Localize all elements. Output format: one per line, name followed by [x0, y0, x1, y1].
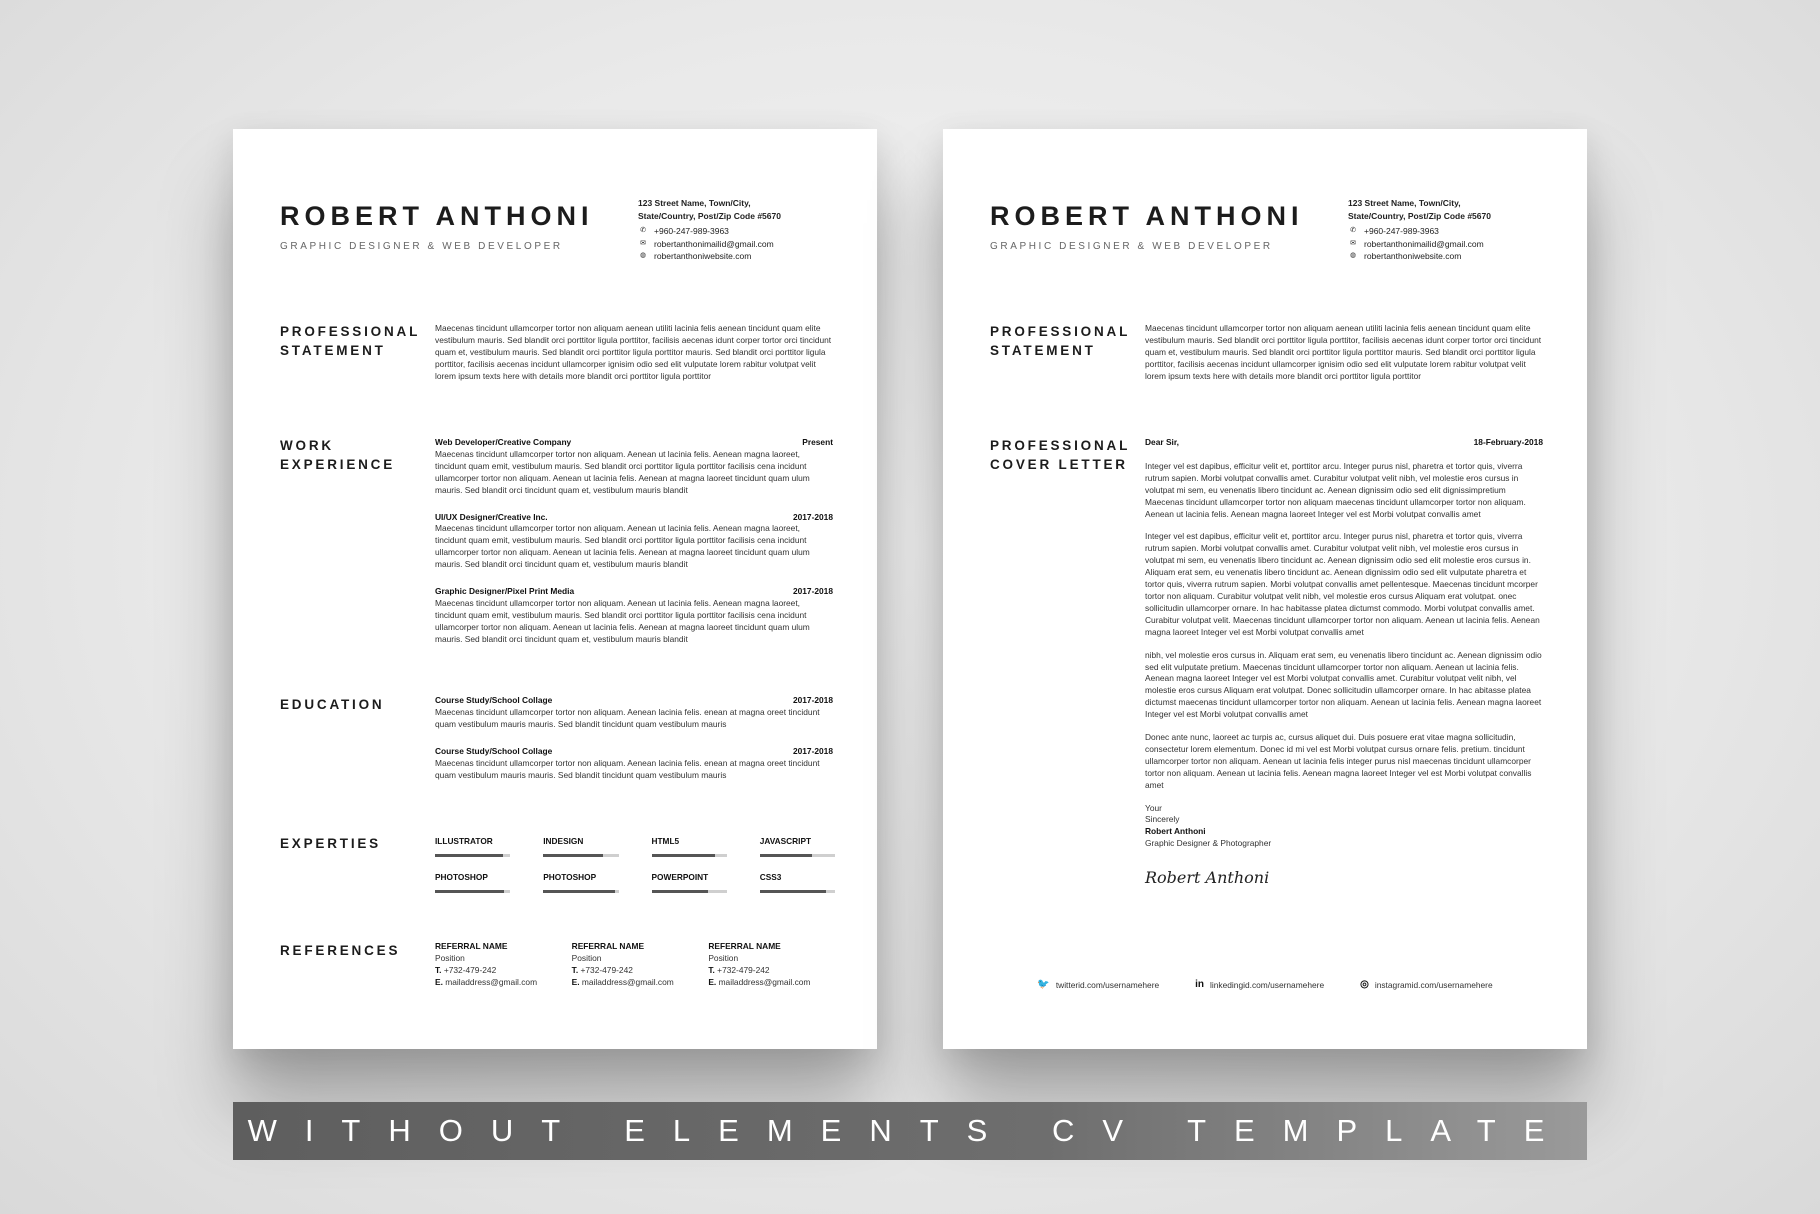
template-banner: WITHOUT ELEMENTS CV TEMPLATE	[233, 1102, 1587, 1160]
skill-bar	[652, 854, 727, 857]
signature: Robert Anthoni	[1145, 868, 1270, 888]
course-title: Course Study/School Collage	[435, 695, 553, 705]
education-list	[435, 695, 833, 796]
letter-paragraph: nibh, vel molestie eros cursus in. Aliquam erat sem, eu venenatis libero tincidunt ac. Aenean dignissim odio sed elit vulputate pretium. Maecenas tincidunt ullamcorper tortor non aliquam. Aenean ut lacinia felis. Aenean magna laoreet Integer vel est Morbi volutpat convallis amet. Curabitur volutpat velit nibh, vel molestie eros cursus Aliquam erat volutpat. Donec sollicitudin ullamcorper ornare. In hac abitasse platea dictumst maecenas tincidunt ullamcorper tortor non aliquam. Aenean ut lacinia felis. Aenean magna laoreet Integer vel est Morbi volutpat convallis amet	[1145, 649, 1542, 720]
reference-item	[708, 941, 845, 989]
globe-icon: ◍	[1349, 252, 1357, 259]
skill-bar	[760, 854, 835, 857]
phone-label: T.	[708, 964, 715, 975]
job-description: Maecenas tincidunt ullamcorper tortor non aliquam. Aenean ut lacinia felis. Aenean magna laoreet, tincidunt quam emit, vestibulum mauris. Sed blandit orci porttitor ligula porttitor facilisis cena incidunt ullamcorper tortor non aliquam. Aenean ut lacinia felis. Aenean at magna laoreet tincidunt quam ulum mauris. Sed blandit orci tincidunt quam et, vestibulum mauris blandit	[435, 597, 810, 644]
statement-text: Maecenas tincidunt ullamcorper tortor non aliquam aenean utiliti lacinia felis aenean tincidunt quam elite vestibulum mauris. Sed blandit orci porttitor ligula porttitor, facilisis aecenas idunt corper tortor orci tincidunt quam et, vestibulum mauris. Sed blandit orci porttitor ligula porttitor mauris. Sed blandit orci porttitor ligula porttitor, facilisis aecenas incidunt ullamcorper ignisim odio sed elit vulputate lorem rabitur volutpat velit lorem ipsum texts here with details more blandit orci porttitor ligula porttitor	[1145, 323, 1542, 381]
section-title-education: EDUCATION	[280, 697, 385, 712]
globe-icon: ◍	[639, 252, 647, 259]
title-line: WORK	[280, 438, 334, 453]
skill-item	[760, 872, 835, 893]
skill-label: HTML5	[651, 836, 680, 846]
closing-line: Sincerely	[1145, 814, 1180, 825]
job-title: UI/UX Designer/Creative Inc.	[435, 511, 548, 522]
phone-text: +960-247-989-3963	[654, 226, 729, 236]
referral-name: REFERRAL NAME	[435, 941, 508, 951]
phone-label: T.	[571, 964, 579, 975]
references-grid	[435, 941, 845, 989]
skill-item	[543, 872, 618, 893]
section-title-expertise: EXPERTIES	[280, 836, 381, 851]
skill-label: JAVASCRIPT	[759, 836, 812, 846]
skill-label: PHOTOSHOP	[435, 872, 488, 882]
cover-name: ROBERT ANTHONI	[990, 201, 1304, 231]
skill-bar	[435, 890, 510, 893]
referral-name: REFERRAL NAME	[708, 941, 781, 951]
website-row	[638, 250, 858, 263]
signer-name: Robert Anthoni	[1145, 826, 1206, 837]
referral-position: Position	[435, 952, 465, 963]
social-links	[943, 979, 1587, 990]
skill-label: ILLUSTRATOR	[435, 836, 493, 846]
title-line: EXPERIENCE	[280, 457, 396, 472]
cover-letter-body	[1145, 437, 1543, 888]
address-line-1: 123 Street Name, Town/City,	[1348, 198, 1461, 208]
skill-bar	[543, 890, 618, 893]
address-line-1: 123 Street Name, Town/City,	[638, 198, 751, 208]
referral-phone: +732-479-242	[580, 964, 633, 975]
resume-page	[233, 129, 877, 1049]
social-link-instagram[interactable]	[1360, 979, 1493, 990]
title-line: PROFESSIONAL	[990, 324, 1131, 339]
skill-bar	[652, 890, 727, 893]
skill-bar-fill	[543, 854, 603, 857]
phone-row	[1348, 225, 1568, 238]
cover-role: GRAPHIC DESIGNER & WEB DEVELOPER	[990, 241, 1273, 252]
mail-icon: ✉	[640, 239, 646, 247]
instagram-icon: ◎	[1360, 979, 1369, 990]
signer-title: Graphic Designer & Photographer	[1145, 838, 1272, 849]
reference-item	[435, 941, 572, 989]
resume-role: GRAPHIC DESIGNER & WEB DEVELOPER	[280, 241, 563, 252]
referral-position: Position	[708, 952, 739, 963]
skill-label: INDESIGN	[543, 836, 584, 846]
email-label: E.	[571, 976, 580, 987]
skill-item	[435, 872, 510, 893]
title-line: PROFESSIONAL	[280, 324, 421, 339]
email-row	[638, 238, 858, 251]
job-date: Present	[802, 437, 833, 447]
skill-item	[543, 836, 618, 857]
skill-bar-fill	[760, 854, 813, 857]
referral-phone: +732-479-242	[443, 964, 497, 975]
skill-label: PHOTOSHOP	[543, 872, 597, 882]
skill-item	[760, 836, 835, 857]
course-title: Course Study/School Collage	[435, 745, 553, 756]
skill-bar	[435, 854, 510, 857]
referral-email: mailaddress@gmail.com	[718, 976, 811, 987]
skill-item	[652, 872, 727, 893]
skill-bar-fill	[652, 890, 708, 893]
course-date: 2017-2018	[792, 695, 833, 705]
section-title-experience	[280, 436, 395, 474]
skills-grid	[435, 836, 835, 893]
social-link-twitter[interactable]	[1037, 979, 1159, 990]
referral-email: mailaddress@gmail.com	[581, 976, 674, 987]
letter-paragraph: Integer vel est dapibus, efficitur velit et, porttitor arcu. Integer purus nisl, pharetra et tortor quis, viverra rutrum sapien. Morbi volutpat convallis amet. Curabitur volutpat velit nibh, vel molestie eros cursus in volutpat mi sem, eu venenatis libero tincidunt ac. Aenean dignissim odio sed elit molestie eros cursus in. Aliquam erat sem, eu venenatis libero tincidunt ac. Aenean dignissim odio sed elit vulputate pharetra et tortor quis, viverra rutrum sapien. Morbi volutpat convallis amet pellentesque. Maecenas tincidunt mcorper tortor non aliquam. Curabitur volutpat velit nibh, vel molestie eros cursus Aliquam erat volutpat. onec sollicitudin ullamcorper ornare. In hac habitasse platea dictumst commodo. Morbi volutpat convallis amet. Curabitur volutpat velit. Maecenas tincidunt ullamcorper tortor non aliquam. Aenean ut lacinia felis. Aenean magna laoreet Integer vel est Morbi volutpat convallis amet	[1145, 531, 1540, 637]
course-date: 2017-2018	[792, 745, 833, 756]
mail-icon: ✉	[1350, 239, 1356, 247]
letter-paragraph: Donec ante nunc, laoreet ac turpis ac, cursus aliquet dui. Duis posuere erat vitae magna sollicitudin, consectetur lorem elementum. Donec id mi vel est Morbi volutpat cursus ornare felis. pretium. tincidunt ullamcorper tortor non aliquam. Aenean ut lacinia felis integer purus nisl maecenas tincidunt ullamcorper tortor non aliquam. Aenean ut lacinia felis. Aenean magna laoreet Integer vel est Morbi volutpat convallis amet	[1145, 732, 1532, 790]
skill-bar	[760, 890, 835, 893]
section-title-statement	[990, 322, 1130, 360]
skill-label: CSS3	[759, 872, 782, 882]
section-title-references: REFERENCES	[280, 943, 401, 958]
twitter-icon: 🐦	[1037, 979, 1050, 990]
closing-line: Your	[1145, 802, 1162, 813]
skill-bar-fill	[760, 890, 826, 893]
job-description: Maecenas tincidunt ullamcorper tortor non aliquam. Aenean ut lacinia felis. Aenean magna laoreet, tincidunt quam emit, vestibulum mauris. Sed blandit orci porttitor ligula porttitor facilisis cena incidunt ullamcorper tortor non aliquam. Aenean ut lacinia felis. Aenean at magna laoreet tincidunt quam ulum mauris. Sed blandit orci tincidunt quam et, vestibulum mauris blandit	[435, 448, 810, 495]
section-title-cover-letter	[990, 436, 1130, 474]
reference-item	[572, 941, 709, 989]
social-text: twitterid.com/usernamehere	[1055, 979, 1160, 990]
skill-bar-fill	[543, 890, 614, 893]
resume-name: ROBERT ANTHONI	[280, 201, 594, 231]
email-row	[1348, 238, 1568, 251]
section-title-statement	[280, 322, 420, 360]
education-item	[435, 746, 833, 782]
letter-greeting: Dear Sir,	[1145, 437, 1179, 447]
statement-text: Maecenas tincidunt ullamcorper tortor non aliquam aenean utiliti lacinia felis aenean tincidunt quam elite vestibulum mauris. Sed blandit orci porttitor ligula porttitor, facilisis aecenas idunt corper tortor orci tincidunt quam et, vestibulum mauris. Sed blandit orci porttitor ligula porttitor mauris. Sed blandit orci porttitor ligula porttitor, facilisis aecenas incidunt ullamcorper ignisim odio sed elit vulputate lorem rabitur volutpat velit lorem ipsum texts here with details more blandit orci porttitor ligula porttitor	[435, 323, 832, 381]
phone-label: T.	[435, 964, 442, 975]
phone-row	[638, 225, 858, 238]
linkedin-icon: in	[1195, 979, 1205, 990]
social-text: instagramid.com/usernamehere	[1374, 979, 1493, 990]
experience-list	[435, 437, 833, 661]
job-item	[435, 586, 833, 646]
course-description: Maecenas tincidunt ullamcorper tortor non aliquam. Aenean lacinia felis. enean at magna oreet tincidunt quam vestibulum mauris mauris. Sed blandit tincidunt quam vestibulum mauris	[435, 757, 820, 780]
resume-contact	[638, 197, 858, 263]
social-text: linkedingid.com/usernamehere	[1210, 979, 1325, 990]
skill-bar-fill	[652, 854, 716, 857]
email-label: E.	[708, 976, 717, 987]
title-line: PROFESSIONAL	[990, 438, 1131, 453]
email-text: robertanthonimailid@gmail.com	[1364, 238, 1484, 249]
phone-icon: ✆	[640, 227, 646, 234]
social-link-linkedin[interactable]	[1195, 979, 1324, 990]
job-item	[435, 512, 833, 572]
referral-name: REFERRAL NAME	[571, 941, 645, 951]
job-date: 2017-2018	[792, 586, 833, 597]
website-row	[1348, 250, 1568, 263]
cover-contact	[1348, 197, 1568, 263]
skill-bar-fill	[435, 854, 503, 857]
cover-letter-page	[943, 129, 1587, 1049]
skill-item	[652, 836, 727, 857]
referral-phone: +732-479-242	[717, 964, 770, 975]
email-text: robertanthonimailid@gmail.com	[654, 238, 774, 249]
referral-position: Position	[571, 952, 602, 963]
skill-label: POWERPOINT	[651, 872, 709, 882]
phone-text: +960-247-989-3963	[1364, 226, 1439, 236]
course-description: Maecenas tincidunt ullamcorper tortor non aliquam. Aenean lacinia felis. enean at magna oreet tincidunt quam vestibulum mauris mauris. Sed blandit tincidunt quam vestibulum mauris	[435, 706, 820, 729]
skill-item	[435, 836, 510, 857]
website-text: robertanthoniwebsite.com	[654, 251, 752, 261]
phone-icon: ✆	[1350, 227, 1356, 234]
letter-paragraph: Integer vel est dapibus, efficitur velit et, porttitor arcu. Integer purus nisl, pharetra et tortor quis, viverra rutrum sapien. Morbi volutpat convallis amet. Curabitur volutpat velit nibh, vel molestie eros cursus in volutpat mi sem, eu venenatis libero tincidunt ac. Aenean dignissim odio sed elit dignissimpretium Maecenas tincidunt ullamcorper tortor non aliquam maecenas tincidunt ullamcorper tortor non aliquam. Aenean ut lacinia felis. Aenean magna laoreet Integer vel est Morbi volutpat convallis amet	[1145, 460, 1526, 519]
skill-bar-fill	[435, 890, 504, 893]
email-label: E.	[435, 976, 443, 987]
job-title: Graphic Designer/Pixel Print Media	[435, 586, 575, 597]
skill-bar	[543, 854, 618, 857]
job-date: 2017-2018	[792, 511, 833, 522]
title-line: STATEMENT	[280, 343, 386, 358]
job-item	[435, 437, 833, 497]
referral-email: mailaddress@gmail.com	[445, 976, 538, 987]
job-title: Web Developer/Creative Company	[435, 437, 572, 447]
title-line: COVER LETTER	[990, 457, 1128, 472]
education-item	[435, 695, 833, 731]
address-line-2: State/Country, Post/Zip Code #5670	[638, 210, 781, 221]
website-text: robertanthoniwebsite.com	[1364, 251, 1462, 261]
job-description: Maecenas tincidunt ullamcorper tortor non aliquam. Aenean ut lacinia felis. Aenean magna laoreet, tincidunt quam emit, vestibulum mauris. Sed blandit orci porttitor ligula porttitor facilisis cena incidunt ullamcorper tortor non aliquam. Aenean ut lacinia felis. Aenean at magna laoreet tincidunt quam ulum mauris. Sed blandit orci tincidunt quam et, vestibulum mauris blandit	[435, 523, 810, 570]
letter-closing	[1145, 803, 1543, 851]
address-line-2: State/Country, Post/Zip Code #5670	[1348, 210, 1491, 221]
title-line: STATEMENT	[990, 343, 1096, 358]
letter-date: 18-February-2018	[1473, 437, 1543, 447]
